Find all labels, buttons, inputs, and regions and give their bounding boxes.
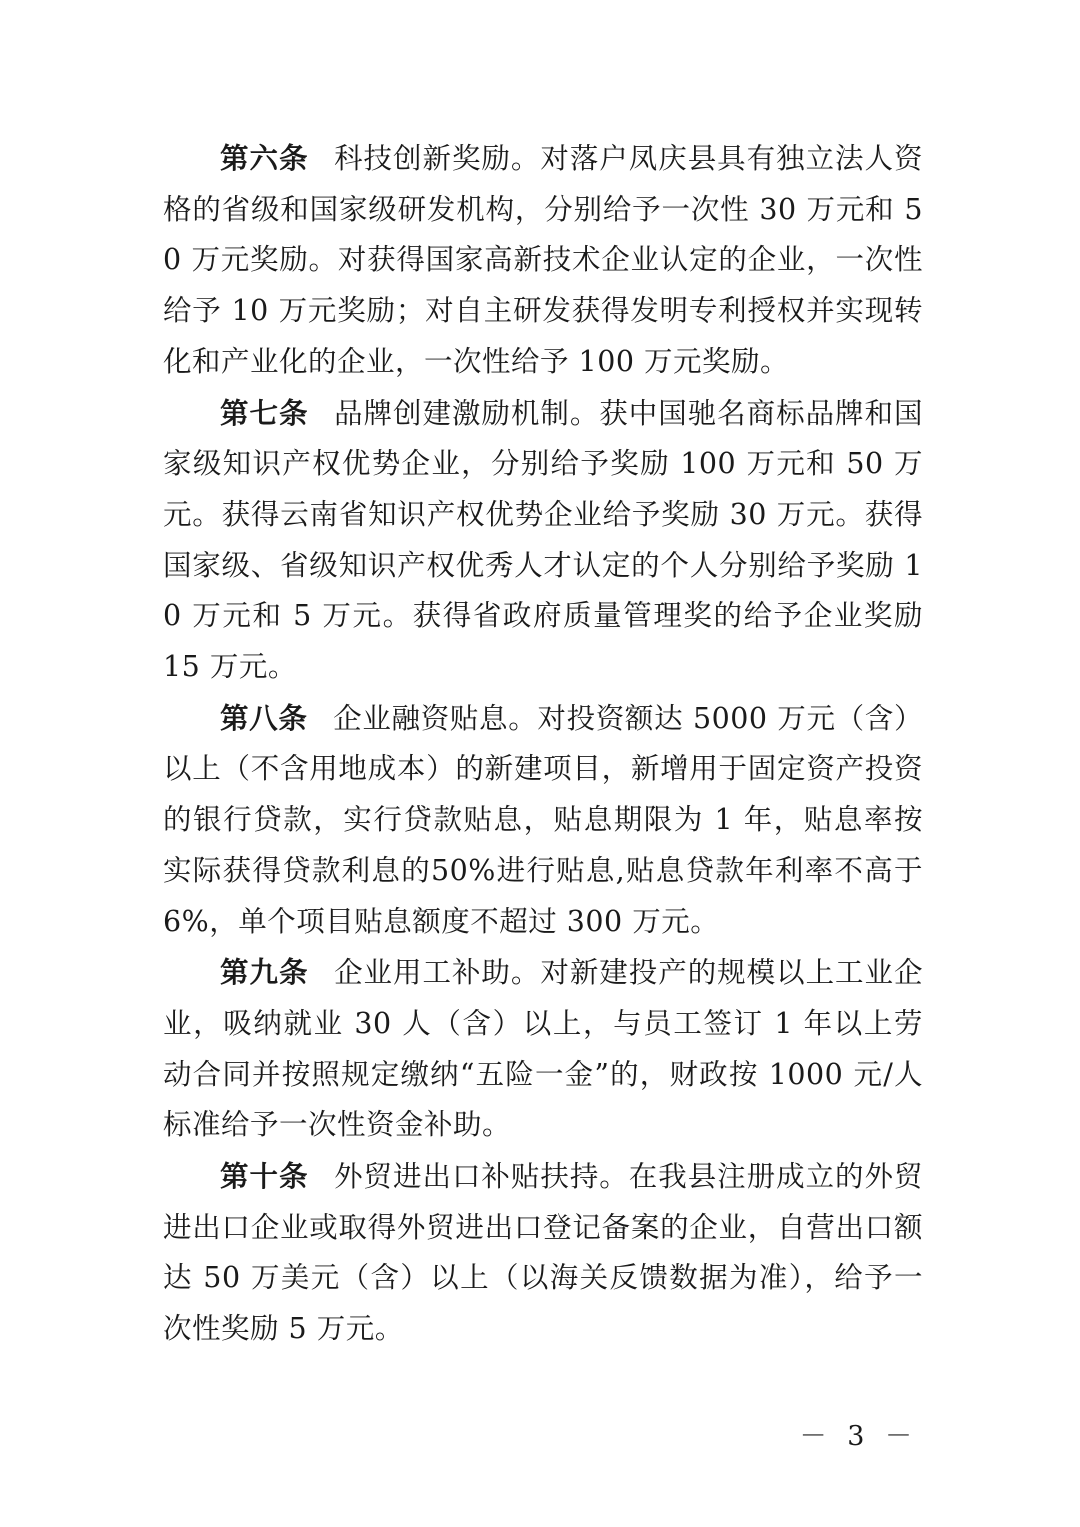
article-heading: 第七条 (220, 395, 309, 430)
article-text: 品牌创建激励机制。获中国驰名商标品牌和国家级知识产权优势企业，分别给予奖励 100 万元和 50 万元。获得云南省知识产权优势企业给予奖励 30 万元。获得国家级、省级知识产权优秀人才认定的个人分别给予奖励 10 万元和 5 万元。获得省政府质量管理奖的给予企业奖励 15 万元。 (163, 396, 923, 684)
article-text: 企业融资贴息。对投资额达 5000 万元（含）以上（不含用地成本）的新建项目，新增用于固定资产投资的银行贷款，实行贷款贴息，贴息期限为 1 年，贴息率按实际获得贷款利息的50%进行贴息,贴息贷款年利率不高于6%，单个项目贴息额度不超过 300 万元。 (163, 701, 923, 938)
article-text: 外贸进出口补贴扶持。在我县注册成立的外贸进出口企业或取得外贸进出口登记备案的企业，自营出口额达 50 万美元（含）以上（以海关反馈数据为准），给予一次性奖励 5 万元。 (163, 1160, 923, 1346)
article-text: 科技创新奖励。对落户凤庆县具有独立法人资格的省级和国家级研发机构，分别给予一次性 30 万元和 50 万元奖励。对获得国家高新技术企业认定的企业，一次性给予 10 万元奖励；对自主研发获得发明专利授权并实现转化和产业化的企业，一次性给予 100 万元奖励。 (163, 142, 923, 378)
article-6 (163, 133, 923, 388)
article-heading: 第十条 (220, 1159, 309, 1194)
article-8 (163, 693, 923, 948)
article-heading: 第八条 (220, 700, 308, 735)
article-text: 企业用工补助。对新建投产的规模以上工业企业，吸纳就业 30 人（含）以上，与员工签订 1 年以上劳动合同并按照规定缴纳“五险一金”的，财政按 1000 元/人标准给予一次性资金补助。 (163, 956, 923, 1142)
article-7 (163, 388, 923, 693)
article-9 (163, 947, 923, 1151)
article-heading: 第六条 (220, 141, 309, 175)
page-number: － 3 － (799, 1421, 918, 1452)
article-heading: 第九条 (220, 955, 309, 990)
article-10 (163, 1151, 923, 1355)
document-body (163, 133, 923, 1355)
